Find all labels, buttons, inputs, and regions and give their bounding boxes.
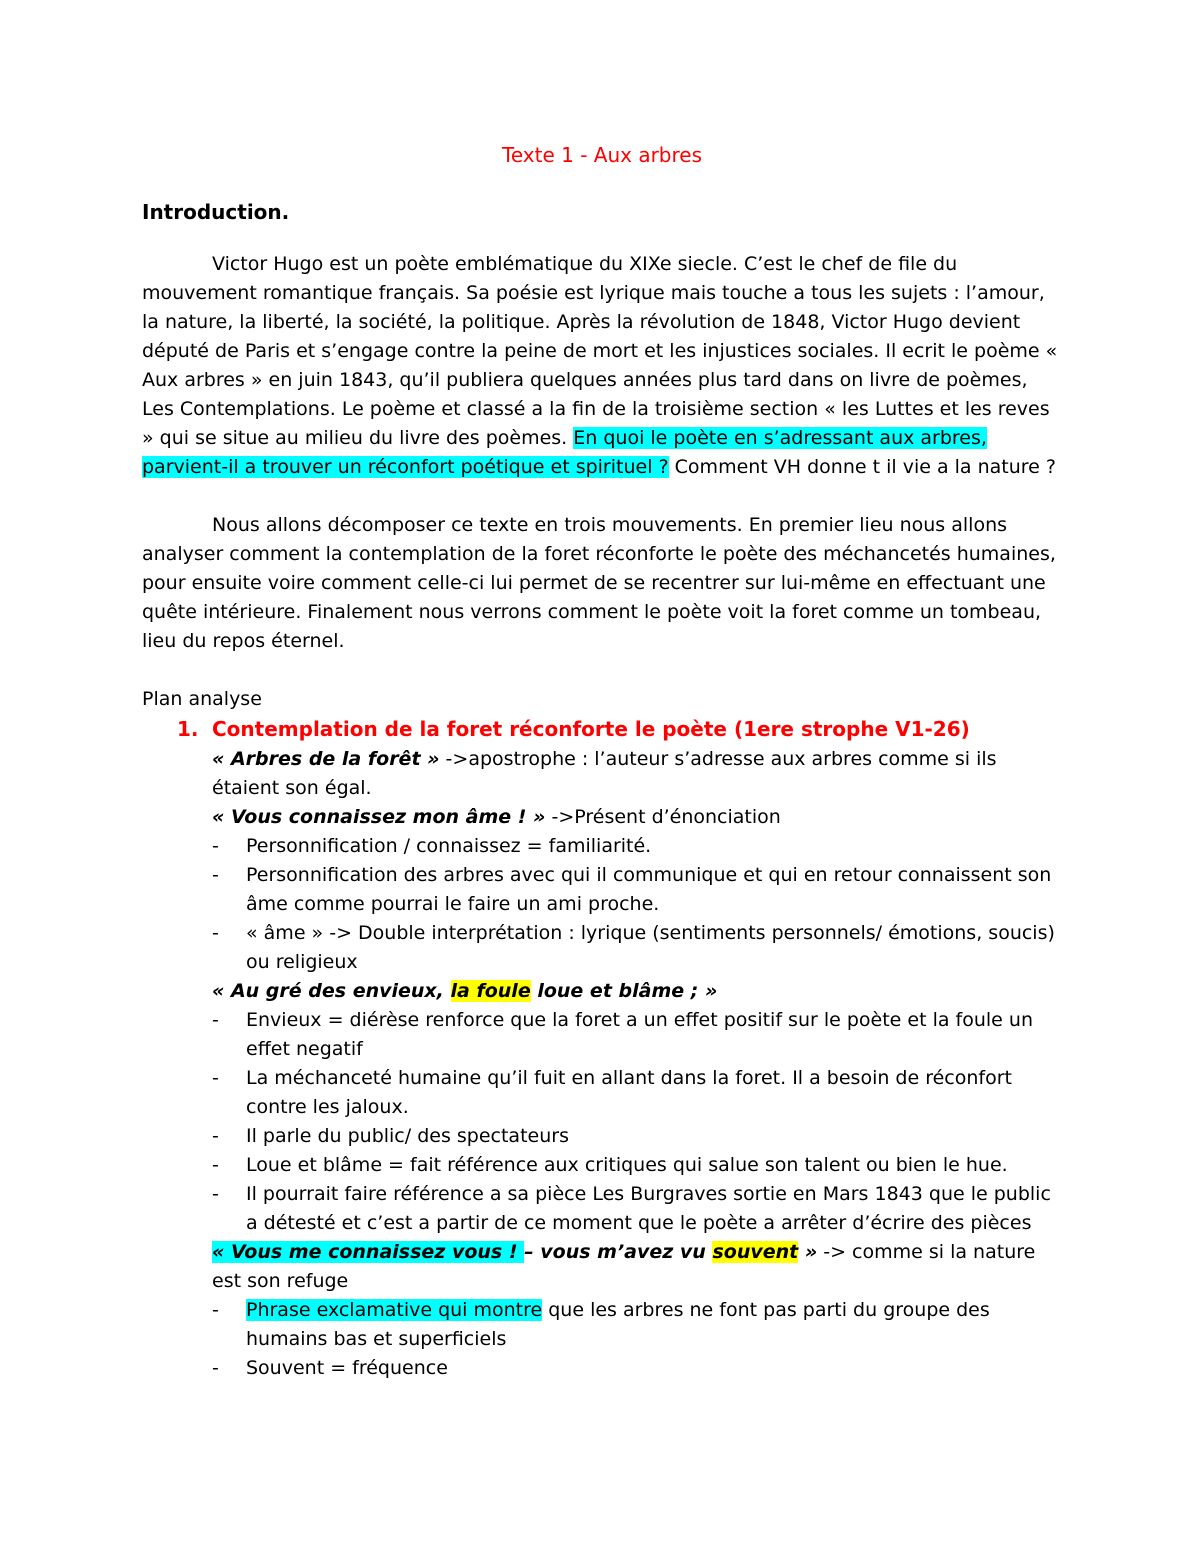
bullet-item bbox=[142, 1180, 1062, 1238]
plan-label: Plan analyse bbox=[142, 688, 262, 710]
intro-paragraph-1-tail: Comment VH donne t il vie a la nature ? bbox=[668, 456, 1056, 478]
bullet-text: Personnification / connaissez = familiarité. bbox=[246, 835, 652, 857]
bullet-dash: - bbox=[212, 1067, 219, 1089]
bullet-item bbox=[142, 861, 1062, 919]
section-1-heading bbox=[177, 714, 1062, 745]
bullet-dash: - bbox=[212, 1009, 219, 1031]
bullet-item bbox=[142, 1006, 1062, 1064]
document-title: Texte 1 - Aux arbres bbox=[502, 143, 702, 167]
quote-line-3 bbox=[212, 977, 1062, 1006]
bullet-dash: - bbox=[212, 1357, 219, 1379]
bullet-item bbox=[142, 1296, 1062, 1354]
bullet-item bbox=[142, 1064, 1062, 1122]
quote-3-start: « Au gré des envieux, bbox=[212, 980, 451, 1002]
quote-1-comment: ->apostrophe : l’auteur s’adresse aux arbres comme si ils étaient son égal. bbox=[212, 748, 997, 799]
bullet-item bbox=[142, 1354, 1062, 1383]
bullet-text: Souvent = fréquence bbox=[246, 1357, 448, 1379]
quote-4-comment: -> comme si la nature est son refuge bbox=[212, 1241, 1036, 1292]
bullet-dash: - bbox=[212, 835, 219, 857]
quote-line-4 bbox=[212, 1238, 1062, 1296]
introduction-heading: Introduction. bbox=[142, 200, 290, 224]
intro-paragraph-1 bbox=[142, 250, 1062, 482]
bullet-item bbox=[142, 832, 1062, 861]
bullet-text: La méchanceté humaine qu’il fuit en allant dans la foret. Il a besoin de réconfort contre les jaloux. bbox=[246, 1067, 1012, 1118]
quote-4-close: » bbox=[798, 1241, 818, 1263]
bullet-item bbox=[142, 1122, 1062, 1151]
bullet-dash: - bbox=[212, 864, 219, 886]
bullet-text: « âme » -> Double interprétation : lyrique (sentiments personnels/ émotions, soucis) ou religieux bbox=[246, 922, 1055, 973]
bullet-dash: - bbox=[212, 1183, 219, 1205]
bullet-item bbox=[142, 1151, 1062, 1180]
intro-paragraph-2: Nous allons décomposer ce texte en trois mouvements. En premier lieu nous allons analyser comment la contemplation de la foret réconforte le poète des méchancetés humaines, pour ensuite voire comment celle-ci lui permet de se recentrer sur lui-même en effectuant une quête intérieure. Finalement nous verrons comment le poète voit la foret comme un tombeau, lieu du repos éternel. bbox=[142, 514, 1056, 652]
bullet-highlight: Phrase exclamative qui montre bbox=[246, 1299, 543, 1321]
bullet-text: que les arbres ne font pas parti du groupe des humains bas et superficiels bbox=[246, 1299, 990, 1350]
intro-paragraph-1-text: Victor Hugo est un poète emblématique du XIXe siecle. C’est le chef de file du mouvement romantique français. Sa poésie est lyrique mais touche a tous les sujets : l’amour, la nature, la liberté, la société, la politique. Après la révolution de 1848, Victor Hugo devient député de Paris et s’engage contre la peine de mort et les injustices sociales. Il ecrit le poème « Aux arbres » en juin 1843, qu’il publiera quelques années plus tard dans on livre de poèmes, Les Contemplations. Le poème et classé a la fin de la troisième section « les Luttes et les reves » qui se situe au milieu du livre des poèmes. bbox=[142, 253, 1058, 449]
bullet-dash: - bbox=[212, 922, 219, 944]
bullet-text: Il pourrait faire référence a sa pièce Les Burgraves sortie en Mars 1843 que le public a détesté et c’est a partir de ce moment que le poète a arrêter d’écrire des pièces bbox=[246, 1183, 1051, 1234]
quote-1: « Arbres de la forêt » bbox=[212, 748, 440, 770]
quote-2: « Vous connaissez mon âme ! » bbox=[212, 806, 546, 828]
quote-4-middle: – vous m’avez vu bbox=[524, 1241, 713, 1263]
quote-2-comment: ->Présent d’énonciation bbox=[545, 806, 781, 828]
section-1-title: Contemplation de la foret réconforte le poète (1ere strophe V1-26) bbox=[212, 717, 970, 741]
bullet-text: Personnification des arbres avec qui il communique et qui en retour connaissent son âme comme pourrai le faire un ami proche. bbox=[246, 864, 1052, 915]
quote-line-1 bbox=[212, 745, 1062, 803]
section-1-number: 1. bbox=[177, 717, 199, 741]
quote-line-2 bbox=[212, 803, 1062, 832]
bullet-item bbox=[142, 919, 1062, 977]
quote-4-souvent: souvent bbox=[712, 1241, 799, 1263]
problematique-highlight: En quoi le poète en s’adressant aux arbres, parvient-il a trouver un réconfort poétique et spirituel ? bbox=[142, 427, 987, 478]
quote-3-end: loue et blâme ; » bbox=[530, 980, 718, 1002]
bullet-text: Il parle du public/ des spectateurs bbox=[246, 1125, 569, 1147]
document-page bbox=[142, 138, 1062, 1383]
bullet-dash: - bbox=[212, 1125, 219, 1147]
quote-4-highlight: « Vous me connaissez vous ! bbox=[212, 1241, 525, 1263]
bullet-text: Envieux = diérèse renforce que la foret a un effet positif sur le poète et la foule un effet negatif bbox=[246, 1009, 1033, 1060]
bullet-dash: - bbox=[212, 1299, 219, 1321]
bullet-dash: - bbox=[212, 1154, 219, 1176]
bullet-text: Loue et blâme = fait référence aux critiques qui salue son talent ou bien le hue. bbox=[246, 1154, 1008, 1176]
quote-3-highlight: la foule bbox=[450, 980, 531, 1002]
